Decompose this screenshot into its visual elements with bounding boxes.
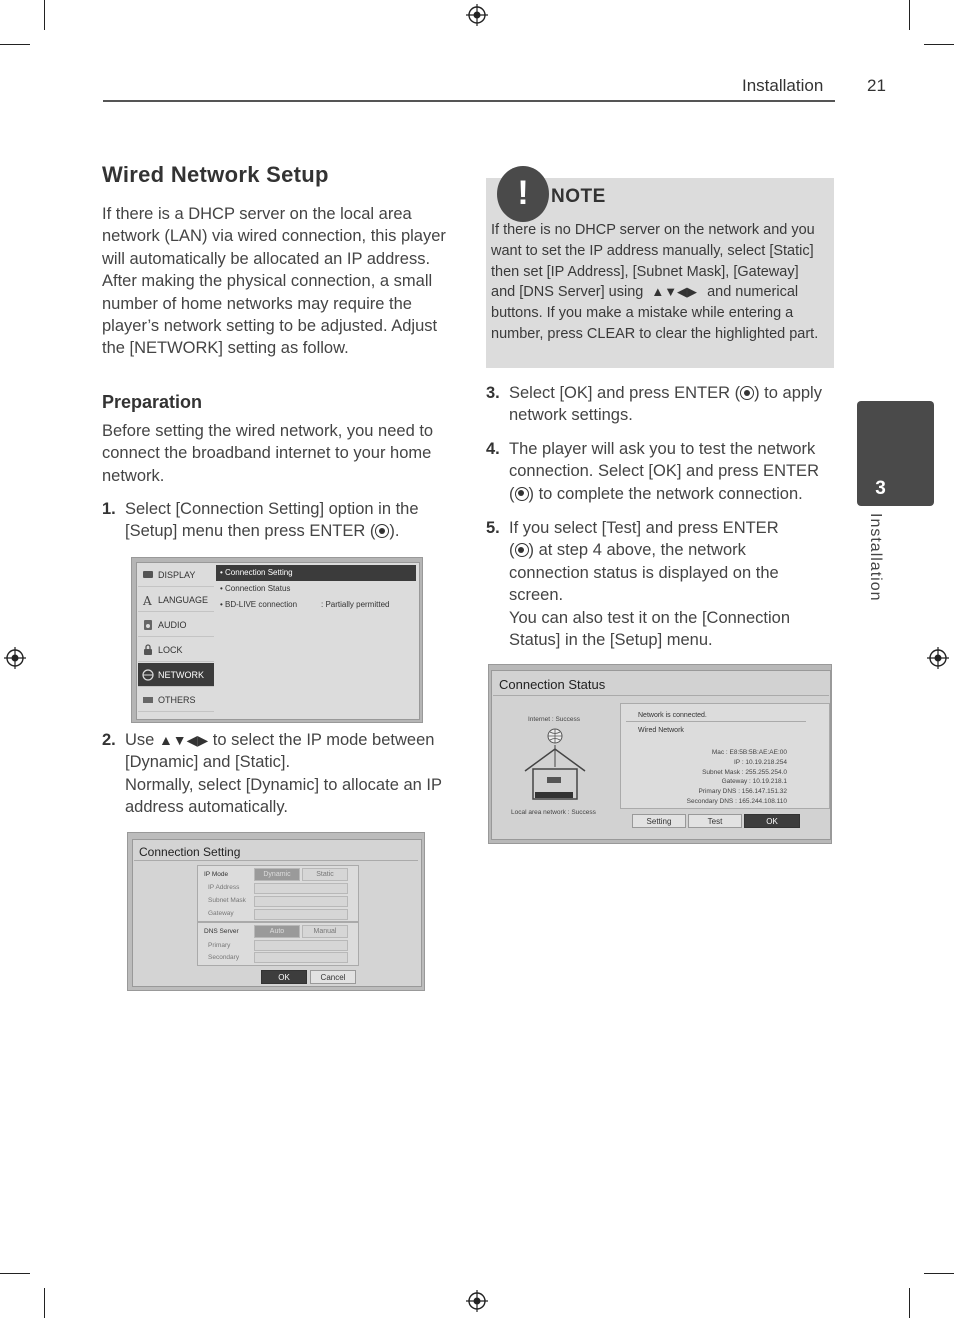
step-line: connection. Select [OK] and press ENTER [509, 462, 819, 481]
primary-dns-field[interactable] [254, 940, 348, 951]
step-text: [Setup] menu then press ENTER ( [125, 522, 376, 541]
menu-label: AUDIO [158, 620, 187, 630]
step-text: ( [509, 484, 515, 503]
auto-option[interactable]: Auto [254, 925, 300, 938]
note-line: number, press CLEAR to clear the highlighted part. [491, 325, 819, 342]
intro-line: will automatically be allocated an IP address. [102, 249, 431, 268]
step-5 [486, 517, 844, 651]
note-line: If there is no DHCP server on the network and you [491, 222, 815, 238]
step-line: address automatically. [125, 798, 288, 817]
step-line: The player will ask you to test the network [509, 440, 816, 458]
dns-server-label: DNS Server [204, 928, 239, 935]
detail-primary-dns: Primary DNS : 156.147.151.32 [698, 788, 787, 796]
step-line: network settings. [509, 406, 633, 425]
crop-mark [44, 0, 45, 30]
wired-network-label: Wired Network [638, 727, 684, 734]
dialog-title: Connection Setting [139, 845, 241, 859]
detail-mac: Mac : E8:5B:5B:AE:AE:00 [711, 749, 787, 756]
preparation-line: network. [102, 466, 165, 485]
step-text: ) to complete the network connection. [528, 484, 803, 503]
setting-button[interactable]: Setting [632, 814, 686, 828]
intro-line: If there is a DHCP server on the local area [102, 205, 412, 223]
note-text-part: and [DNS Server] using [491, 284, 644, 301]
secondary-dns-field[interactable] [254, 952, 348, 963]
step-text: Select [OK] and press ENTER ( [509, 384, 741, 402]
arrow-keys-icon: ▲▼◀▶ [158, 732, 209, 748]
enter-button-icon [515, 487, 529, 501]
step-text: to select the IP mode between [208, 731, 435, 749]
step-line [125, 729, 465, 751]
step-text: ) to apply [754, 384, 822, 402]
details-rule [626, 721, 806, 722]
crop-mark [0, 44, 30, 45]
note-text-part: and numerical [707, 284, 799, 301]
step-text: ( [509, 541, 515, 560]
intro-line: network (LAN) via wired connection, this player [102, 227, 446, 246]
note-line: want to set the IP address manually, select [Static] [491, 242, 814, 259]
network-icon [142, 669, 154, 681]
step-line: Status] in the [Setup] menu. [509, 631, 713, 650]
note-line: buttons. If you make a mistake while entering a [491, 305, 794, 322]
step-text: ) at step 4 above, the network [528, 541, 746, 560]
header-rule [103, 100, 835, 102]
arrow-keys-icon: ▲▼◀▶ [651, 284, 698, 300]
step-line: Select [Connection Setting] option in the [125, 500, 419, 518]
step-1 [102, 498, 460, 543]
step-line: connection status is displayed on the [509, 563, 779, 582]
connection-status-screenshot [488, 664, 832, 844]
registration-mark-icon [466, 4, 488, 26]
language-icon [142, 594, 154, 606]
network-details [639, 748, 787, 807]
static-option[interactable]: Static [302, 868, 348, 881]
preparation-paragraph [102, 420, 457, 487]
step-4 [486, 438, 844, 505]
note-title: NOTE [551, 186, 606, 207]
step-number: 4. [486, 440, 500, 458]
preparation-line: Before setting the wired network, you need to [102, 422, 434, 440]
ok-button[interactable]: OK [744, 814, 800, 828]
connection-setting-screenshot [127, 832, 425, 991]
ok-button[interactable]: OK [261, 970, 307, 984]
connected-message: Network is connected. [638, 712, 707, 719]
crop-mark [44, 1288, 45, 1318]
setup-menu-screenshot [131, 557, 423, 723]
cancel-button[interactable]: Cancel [310, 970, 356, 984]
page-title: Wired Network Setup [102, 162, 329, 187]
subnet-field[interactable] [254, 896, 348, 907]
step-line [509, 382, 844, 404]
svg-text:A: A [143, 594, 152, 606]
detail-secondary-dns: Secondary DNS : 165.244.108.110 [686, 797, 787, 805]
preparation-line: connect the broadband internet to your home [102, 444, 432, 463]
subnet-mask-label: Subnet Mask [208, 897, 246, 904]
menu-label: DISPLAY [158, 570, 196, 580]
crop-mark [924, 1273, 954, 1274]
audio-icon [142, 619, 154, 631]
step-line: [Dynamic] and [Static]. [125, 753, 291, 772]
menu-label: NETWORK [158, 670, 204, 680]
menu-item-lock[interactable] [138, 638, 214, 662]
ip-address-label: IP Address [208, 884, 240, 891]
intro-paragraph [102, 203, 457, 360]
note-line [491, 282, 831, 303]
bd-live-value: : Partially permitted [321, 600, 390, 609]
menu-label: OTHERS [158, 695, 196, 705]
registration-mark-icon [4, 647, 26, 669]
menu-item-network[interactable] [138, 663, 214, 687]
lan-status: Local area network : Success [511, 809, 596, 816]
intro-line: number of home networks may require the [102, 294, 412, 313]
secondary-label: Secondary [208, 954, 240, 961]
registration-mark-icon [927, 647, 949, 669]
menu-item-display[interactable] [138, 563, 214, 587]
step-number: 5. [486, 519, 500, 537]
menu-label: LANGUAGE [158, 595, 209, 605]
registration-mark-icon [466, 1290, 488, 1312]
step-line [509, 483, 844, 505]
detail-subnet: Subnet Mask : 255.255.254.0 [702, 768, 787, 776]
display-icon [142, 569, 154, 581]
gateway-label: Gateway [208, 910, 234, 917]
detail-ip: IP : 10.19.218.254 [733, 758, 787, 766]
step-line [509, 539, 844, 561]
internet-status: Internet : Success [528, 716, 581, 723]
step-line [125, 520, 460, 542]
step-text: ). [389, 522, 400, 541]
chapter-number: 3 [875, 478, 886, 499]
preparation-heading: Preparation [102, 392, 203, 412]
detail-gateway: Gateway : 10.19.218.1 [721, 778, 787, 786]
globe-icon [547, 728, 563, 744]
ip-field[interactable] [254, 883, 348, 894]
page-number: 21 [867, 76, 886, 95]
gateway-field[interactable] [254, 909, 348, 920]
crop-mark [0, 1273, 30, 1274]
option-connection-setting[interactable]: • Connection Setting [216, 565, 416, 581]
option-bd-live-connection[interactable]: • BD-LIVE connection [220, 600, 298, 609]
note-text [491, 220, 831, 345]
crop-mark [924, 44, 954, 45]
dynamic-option[interactable]: Dynamic [254, 868, 300, 881]
intro-line: After making the physical connection, a small [102, 272, 433, 291]
enter-button-icon [375, 524, 389, 538]
others-icon [142, 694, 154, 706]
lock-icon [142, 644, 154, 656]
menu-item-audio[interactable] [138, 613, 214, 637]
home-network-icon [521, 745, 589, 801]
enter-button-icon [740, 386, 754, 400]
exclamation-icon: ! [497, 166, 549, 222]
menu-label: LOCK [158, 645, 183, 655]
step-number: 2. [102, 731, 116, 749]
step-line: Normally, select [Dynamic] to allocate an IP [125, 775, 442, 794]
title-rule [134, 860, 418, 861]
step-line: You can also test it on the [Connection [509, 608, 790, 627]
step-3 [486, 382, 844, 427]
intro-line: player’s network setting to be adjusted. Adjust [102, 317, 438, 336]
running-header-section: Installation [742, 76, 824, 95]
menu-item-language[interactable] [138, 588, 214, 612]
chapter-label: Installation [867, 513, 884, 602]
step-number: 1. [102, 500, 116, 518]
primary-label: Primary [208, 942, 231, 949]
ip-mode-label: IP Mode [204, 871, 229, 878]
manual-option[interactable]: Manual [302, 925, 348, 938]
test-button[interactable]: Test [688, 814, 742, 828]
step-line: screen. [509, 586, 564, 605]
title-rule [493, 695, 829, 696]
note-line: then set [IP Address], [Subnet Mask], [Gateway] [491, 263, 799, 280]
dialog-title: Connection Status [499, 677, 606, 692]
enter-button-icon [515, 543, 529, 557]
step-number: 3. [486, 384, 500, 402]
step-2 [102, 729, 465, 819]
crop-mark [909, 0, 910, 30]
step-line: If you select [Test] and press ENTER [509, 519, 779, 537]
menu-item-others[interactable] [138, 688, 214, 712]
crop-mark [909, 1288, 910, 1318]
option-connection-status[interactable]: • Connection Status [220, 584, 291, 593]
intro-line: the [NETWORK] setting as follow. [102, 339, 349, 358]
step-text: Use [125, 731, 159, 749]
